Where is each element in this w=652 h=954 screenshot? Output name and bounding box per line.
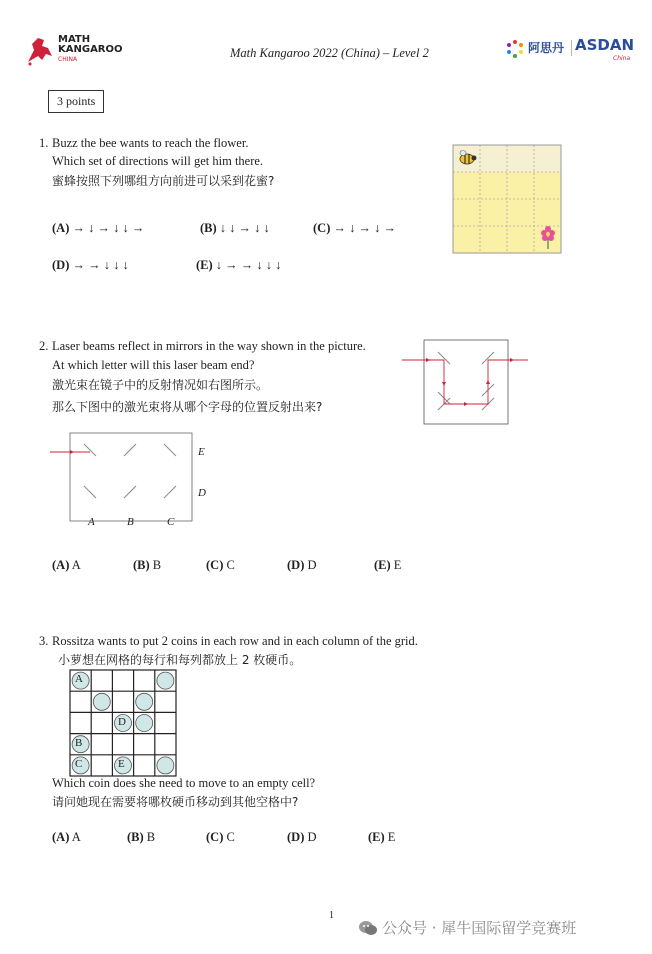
coin-label-e: E xyxy=(118,758,125,770)
q2-line1: Laser beams reflect in mirrors in the way shown in the picture. xyxy=(52,339,366,353)
option-letter: (E) xyxy=(368,830,385,844)
logo-text-math: MATH xyxy=(58,34,91,45)
page-number: 1 xyxy=(329,910,334,921)
watermark-text: 公众号 · 犀牛国际留学竞赛班 xyxy=(382,919,577,937)
q2-option-a[interactable] xyxy=(52,558,81,573)
asdan-logo xyxy=(505,36,635,66)
option-text: → ↓ → ↓ ↓ → xyxy=(72,221,145,235)
option-letter: (D) xyxy=(287,558,305,572)
coin xyxy=(157,757,174,774)
option-text: ↓ → → ↓ ↓ ↓ xyxy=(215,258,282,272)
kangaroo-icon xyxy=(24,34,56,66)
page-header-title: Math Kangaroo 2022 (China) – Level 2 xyxy=(230,46,429,60)
q1-number: 1. xyxy=(39,136,49,150)
option-letter: (A) xyxy=(52,558,70,572)
coin xyxy=(136,693,153,710)
q1-option-e[interactable] xyxy=(196,258,281,273)
q3-option-c[interactable] xyxy=(206,830,235,845)
option-letter: (B) xyxy=(133,558,150,572)
logo-text-china: CHINA xyxy=(58,56,78,63)
q3-option-e[interactable] xyxy=(368,830,395,845)
q2-option-d[interactable] xyxy=(287,558,317,573)
option-text: A xyxy=(71,830,81,844)
q2-figure-label-c: C xyxy=(167,516,175,528)
q2-problem-mirror-figure xyxy=(50,432,220,532)
option-text: B xyxy=(146,830,156,844)
q1-option-b[interactable] xyxy=(200,221,270,236)
q2-line2: At which letter will this laser beam end? xyxy=(52,358,255,372)
q3-number: 3. xyxy=(39,634,49,648)
q2-option-c[interactable] xyxy=(206,558,235,573)
q1-option-a[interactable] xyxy=(52,221,144,236)
coin-label-c: C xyxy=(75,758,83,770)
option-text: → ↓ → ↓ → xyxy=(333,221,396,235)
option-letter: (E) xyxy=(374,558,391,572)
option-letter: (B) xyxy=(127,830,144,844)
option-letter: (C) xyxy=(206,830,224,844)
q1-line3-cn: 蜜蜂按照下列哪组方向前进可以采到花蜜? xyxy=(52,174,275,188)
q2-line3-cn: 激光束在镜子中的反射情况如右图所示。 xyxy=(52,378,269,392)
option-letter: (A) xyxy=(52,830,70,844)
coin-label-b: B xyxy=(75,737,83,749)
q2-option-e[interactable] xyxy=(374,558,401,573)
q2-figure-label-b: B xyxy=(127,516,134,528)
option-text: → → ↓ ↓ ↓ xyxy=(72,258,129,272)
coin xyxy=(136,715,153,732)
option-letter: (C) xyxy=(206,558,224,572)
q3-option-b[interactable] xyxy=(127,830,155,845)
coin-label-d: D xyxy=(118,716,126,728)
q2-figure-label-d: D xyxy=(198,487,206,499)
wechat-icon xyxy=(358,919,378,937)
asdan-sub-text: China xyxy=(613,55,631,62)
q3-line1: Rossitza wants to put 2 coins in each row and in each column of the grid. xyxy=(52,634,418,648)
math-kangaroo-logo xyxy=(24,34,124,68)
asdan-flower-icon xyxy=(505,39,525,59)
points-label: 3 points xyxy=(48,90,104,113)
q3-line4-cn: 请问她现在需要将哪枚硬币移动到其他空格中? xyxy=(52,795,299,809)
option-text: ↓ ↓ → ↓ ↓ xyxy=(219,221,270,235)
option-text: E xyxy=(393,558,402,572)
q2-example-mirror-figure xyxy=(402,338,530,428)
q3-option-d[interactable] xyxy=(287,830,317,845)
option-letter: (A) xyxy=(52,221,70,235)
option-text: C xyxy=(226,830,235,844)
q3-option-a[interactable] xyxy=(52,830,81,845)
q1-bee-grid-figure xyxy=(452,144,562,254)
asdan-cn-text: 阿思丹 xyxy=(528,41,565,55)
q3-line3: Which coin does she need to move to an empty cell? xyxy=(52,776,316,790)
q3-line2-cn: 小萝想在网格的每行和每列都放上 2 枚硬币。 xyxy=(58,653,302,667)
q2-line4-cn: 那么下图中的激光束将从哪个字母的位置反射出来? xyxy=(52,400,323,414)
q2-figure-label-a: A xyxy=(88,516,95,528)
option-text: C xyxy=(226,558,235,572)
coin xyxy=(93,693,110,710)
q1-option-d[interactable] xyxy=(52,258,129,273)
q2-option-b[interactable] xyxy=(133,558,161,573)
logo-divider xyxy=(571,40,572,56)
q2-number: 2. xyxy=(39,339,49,353)
option-letter: (C) xyxy=(313,221,331,235)
option-text: D xyxy=(307,830,317,844)
option-text: B xyxy=(152,558,162,572)
option-text: A xyxy=(71,558,81,572)
q1-option-c[interactable] xyxy=(313,221,396,236)
option-letter: (D) xyxy=(287,830,305,844)
logo-text-kangaroo: KANGAROO xyxy=(58,44,123,55)
option-text: E xyxy=(387,830,396,844)
q2-figure-label-e: E xyxy=(198,446,205,458)
option-letter: (E) xyxy=(196,258,213,272)
coin-label-a: A xyxy=(75,673,83,685)
option-letter: (B) xyxy=(200,221,217,235)
option-letter: (D) xyxy=(52,258,70,272)
q1-line2: Which set of directions will get him there. xyxy=(52,154,264,168)
asdan-en-text: ASDAN xyxy=(575,36,635,54)
q1-line1: Buzz the bee wants to reach the flower. xyxy=(52,136,249,150)
coin xyxy=(157,672,174,689)
option-text: D xyxy=(307,558,317,572)
